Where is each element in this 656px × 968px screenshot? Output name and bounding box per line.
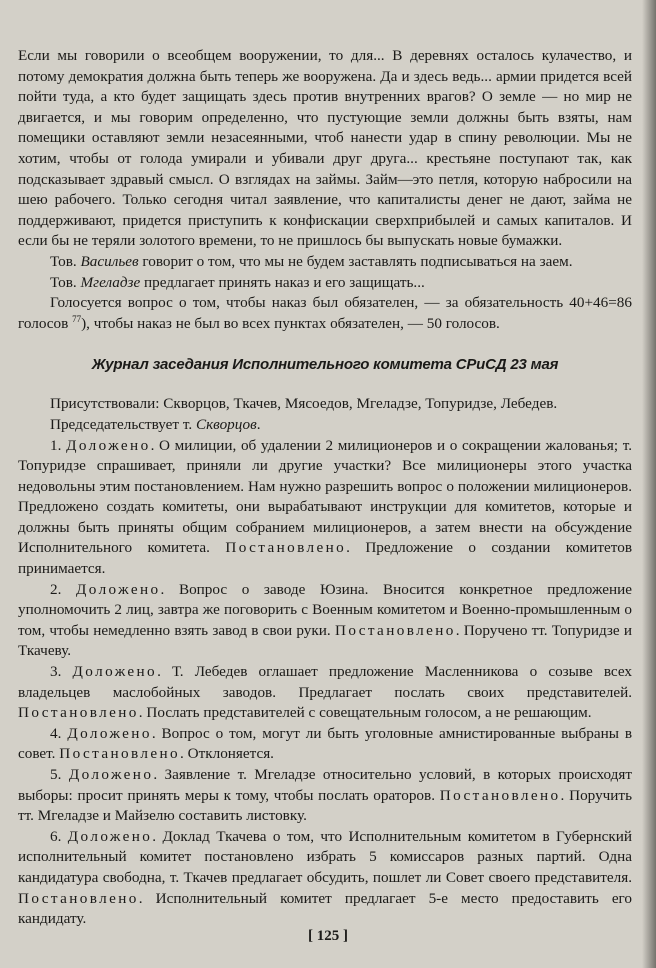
- text-run: предлагает принять наказ и его защищать...: [140, 273, 425, 291]
- spaced-keyword: Доложено: [67, 724, 152, 742]
- text-run: Тов.: [50, 273, 81, 291]
- text-run: Тов.: [50, 252, 81, 270]
- text-run: .: [256, 415, 261, 433]
- spaced-keyword: Постановлено: [334, 621, 456, 639]
- paragraph: [18, 724, 632, 765]
- spaced-keyword: Постановлено: [18, 704, 139, 722]
- text-block-top: [18, 46, 632, 334]
- footnote-ref: 77: [72, 313, 82, 324]
- text-run: 5.: [50, 766, 69, 783]
- text-run: . Поручить тт. Мгеладзе и Майзелю составить листовку.: [18, 786, 632, 825]
- spaced-keyword: Доложено: [66, 436, 151, 454]
- spaced-keyword: Доложено: [76, 580, 161, 598]
- paragraph: [18, 827, 632, 930]
- spaced-keyword: Доложено: [68, 766, 154, 783]
- spaced-keyword: Доложено: [72, 663, 158, 681]
- text-run: 4.: [50, 724, 68, 742]
- text-run: . Исполнительный комитет предлагает 5-е место предоставить его кандидату.: [18, 889, 632, 928]
- text-run: . О милиции, об удалении 2 милиционеров и о сокращении жалованья; т. Топуридзе спрашивает, приняли ли другие участки? Все милиционеры этого участка недовольны этим постановлением. Нам нужно разрешить вопрос о положении милиционеров. Предложено создать комитеты, они вырабатывают инструкции для комитетов, которые и должны быть приняты общим собранием милиционеров, а затем внести на обсуждение Исполнительного комитета.: [18, 436, 632, 557]
- text-run: . Отклоняется.: [180, 745, 274, 763]
- text-run: 1.: [50, 436, 67, 454]
- spaced-keyword: Доложено: [67, 827, 153, 845]
- text-run: Если мы говорили о всеобщем вооружении, то для... В деревнях осталось кулачество, и потому демократия должна быть теперь же вооружена. Да и здесь ведь... армии придется всей пойти туда, а кто будет защищать здесь против внутренних врагов? О земле — но мир не двигается, и мы говорим определенно, что пустующие земли должны быть взяты, нам помещики оставляют земли незасеянными, чтоб нанести удар в спину революции. Мы не хотим, чтобы от голода умирали и убивали друг друга... крестьяне поступают так, как подсказывает здравый смысл. О взглядах на займы. Займ—это петля, которую набросили на шею рабочего. Только сегодня читал заявление, что капиталисты денег не дают, займа не поддерживают, придется приступить к конфискации сверхприбылей и самых капиталов. И если бы не теряли золотого времени, то не пришлось бы выпускать новые бумажки.: [18, 47, 632, 250]
- text-run: Председательствует т.: [50, 415, 196, 433]
- paragraph: [18, 293, 632, 334]
- paragraph: [18, 46, 632, 252]
- text-run: . Т. Лебедев оглашает предложение Масленникова о созыве всех владельцев маслобойных заводов. Предлагает послать своих представителей.: [18, 663, 632, 701]
- text-run: . Доклад Ткачева о том, что Исполнительным комитетом в Губернский исполнительный комитет постановлено избрать 5 комиссаров разных партий. Одна кандидатура свободна, т. Ткачев предлагает обсудить, пошлет ли Совет своего представителя.: [18, 827, 632, 886]
- paragraph: [18, 436, 632, 580]
- spaced-keyword: Постановлено: [225, 539, 347, 557]
- paragraph: [18, 252, 632, 273]
- paragraph: [18, 662, 632, 724]
- text-run: . Поручено тт. Топуридзе и Ткачеву.: [18, 621, 632, 660]
- text-run: 6.: [50, 827, 68, 845]
- person-name: Скворцов: [195, 415, 257, 433]
- paragraph: [18, 394, 632, 415]
- text-run: ), чтобы наказ не был во всех пунктах обязателен, — 50 голосов.: [81, 314, 500, 332]
- text-run: Голосуется вопрос о том, чтобы наказ был обязателен, — за обязательность 40+46=86 голосов: [18, 294, 632, 332]
- person-name: Мгеладзе: [80, 273, 141, 291]
- text-run: . Предложение о создании комитетов принимается.: [18, 539, 632, 578]
- paragraph: [18, 765, 632, 827]
- text-run: . Заявление т. Мгеладзе относительно условий, в которых происходят выборы: просит принять меры к тому, чтобы послать ораторов.: [18, 766, 633, 804]
- section-heading: Журнал заседания Исполнительного комитета СРиСД 23 мая: [91, 356, 559, 374]
- text-run: говорит о том, что мы не будем заставлять подписываться на заем.: [138, 252, 573, 270]
- text-run: . Послать представителей с совещательным голосом, а не решающим.: [138, 704, 592, 722]
- paragraph: [18, 580, 632, 662]
- text-run: 3.: [50, 663, 73, 681]
- text-run: 2.: [50, 580, 77, 598]
- text-run: . Вопрос о заводе Юзина. Вносится конкретное предложение уполномочить 2 лиц, завтра же поговорить с Военным комитетом и Военно-промышленным о том, чтобы немедленно взять завод в свои руки.: [18, 580, 633, 639]
- spaced-keyword: Постановлено: [439, 786, 561, 804]
- text-block-minutes: [18, 394, 632, 929]
- person-name: Васильев: [80, 252, 139, 270]
- text-run: . Вопрос о том, могут ли быть уголовные амнистированные выбраны в совет.: [18, 724, 632, 763]
- paragraph: [18, 415, 632, 436]
- text-run: Присутствовали: Скворцов, Ткачев, Мясоедов, Мгеладзе, Топуридзе, Лебедев.: [50, 395, 558, 413]
- spaced-keyword: Постановлено: [18, 889, 139, 907]
- spaced-keyword: Постановлено: [59, 745, 181, 763]
- paragraph: [18, 273, 632, 294]
- page-number: [ 125 ]: [308, 928, 348, 944]
